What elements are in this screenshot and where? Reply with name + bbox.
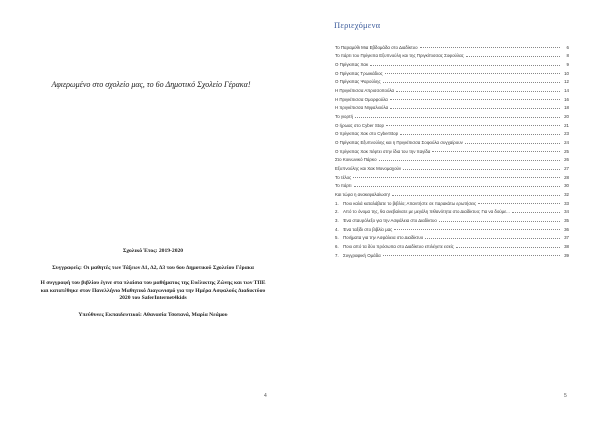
toc-entry[interactable] xyxy=(335,84,569,93)
toc-dot-leader xyxy=(379,160,560,161)
toc-entry-index: 6. xyxy=(335,244,339,250)
toc-entry[interactable] xyxy=(335,240,569,249)
toc-entry-label: Ο Πρίγκιπας Χακ xyxy=(335,62,369,68)
toc-entry-label: Το πάρτι του Πρίγκιπα Εξυπνούλη και της Πριγκίπισσας Σοφούλας xyxy=(335,53,464,59)
toc-dot-leader xyxy=(383,82,560,83)
toc-entry-page: 9 xyxy=(566,62,569,68)
toc-entry-page: 20 xyxy=(564,114,569,120)
toc-entry[interactable] xyxy=(335,102,569,111)
toc-entry-label: Η πριγκίπισσα Νηφαλιούλα xyxy=(335,105,389,111)
toc-entry-label: Ένα ταξίδι στο βιβλίο μας xyxy=(343,226,393,232)
toc-entry-page: 28 xyxy=(564,174,569,180)
toc-dot-leader xyxy=(400,134,560,135)
toc-entry[interactable] xyxy=(335,180,569,189)
toc-entry-page: 26 xyxy=(564,157,569,163)
page-number-left: 4 xyxy=(264,393,267,399)
toc-entry-label: Ο πρίγκιπας Χακ στο CyberStop xyxy=(335,131,399,137)
toc-dot-leader xyxy=(370,65,560,66)
toc-entry-label: Ο πρίγκιπας Χακ πέφτει στην ίδια του την παγίδα xyxy=(335,148,431,154)
toc-entry-label: Από το όνομα της, θα ανεβαίνατε με μεγάλη πιθανότητα στο Διαδίκτυο; Για να δούμε... xyxy=(343,209,510,215)
toc-dot-leader xyxy=(390,99,560,100)
toc-dot-leader xyxy=(432,151,560,152)
toc-entry-label: Ένα σταυρόλεξο για την Ασφάλεια στο Διαδίκτυο xyxy=(343,218,437,224)
toc-entry[interactable] xyxy=(335,197,569,206)
toc-entry-label: Ποιήματα για την Ασφάλεια στο Διαδίκτυο xyxy=(343,235,424,241)
toc-entry[interactable] xyxy=(335,145,569,154)
toc-entry[interactable] xyxy=(335,110,569,119)
toc-dot-leader xyxy=(403,169,560,170)
toc-dot-leader xyxy=(390,108,560,109)
toc-dot-leader xyxy=(354,186,560,187)
toc-entry[interactable] xyxy=(335,76,569,85)
toc-entry-label: Ο ήρωας στο Cyber Stop xyxy=(335,122,384,128)
toc-entry-label: Ο Πρίγκιπας Εξυπνούλης και η Πριγκίπισσα Σοφούλα συγχαίρουν xyxy=(335,140,463,146)
toc-entry[interactable] xyxy=(335,232,569,241)
toc-entry[interactable] xyxy=(335,206,569,215)
toc-entry-page: 38 xyxy=(564,244,569,250)
toc-entry-label: Το Παραμύθι Μια Εβδομάδα στο Διαδίκτυο xyxy=(335,44,418,50)
toc-entry[interactable] xyxy=(335,136,569,145)
toc-entry-label: Ποιο από τα δύο πρόσωπα στο Διαδίκτυο επιλέγετε εσείς xyxy=(343,244,454,250)
toc-entry-page: 27 xyxy=(564,166,569,172)
toc-entry-page: 25 xyxy=(564,148,569,154)
toc-entry-page: 37 xyxy=(564,235,569,241)
toc-dot-leader xyxy=(420,47,560,48)
toc-entry[interactable] xyxy=(335,223,569,232)
dedication-text: Αφιερωμένο στο σχολείο μας, το 6ο Δημοτικό Σχολείο Γέρακα! xyxy=(51,80,251,89)
toc-entry[interactable] xyxy=(335,162,569,171)
toc-dot-leader xyxy=(439,221,560,222)
toc-entry[interactable] xyxy=(335,249,569,258)
toc-entry[interactable] xyxy=(335,214,569,223)
toc-entry[interactable] xyxy=(335,171,569,180)
toc-entry-page: 24 xyxy=(564,140,569,146)
toc-entry-page: 6 xyxy=(566,44,569,50)
toc-entry-index: 7. xyxy=(335,252,339,258)
toc-entry-page: 21 xyxy=(564,122,569,128)
toc-entry-page: 35 xyxy=(564,218,569,224)
toc-dot-leader xyxy=(478,203,560,204)
toc-entry-label: Το γιορτή xyxy=(335,114,354,120)
toc-dot-leader xyxy=(512,212,560,213)
toc-entry-page: 12 xyxy=(564,79,569,85)
toc-entry-page: 32 xyxy=(564,192,569,198)
right-page xyxy=(300,0,600,424)
toc-entry-page: 23 xyxy=(564,131,569,137)
toc-entry-page: 36 xyxy=(564,226,569,232)
toc-dot-leader xyxy=(466,56,560,57)
credits-block xyxy=(40,248,266,320)
toc-entry-label: Ο Πρίγκιπας Ψαρούλης xyxy=(335,79,381,85)
toc-entry-label: Το τέλος xyxy=(335,174,352,180)
toc-dot-leader xyxy=(353,177,560,178)
toc-entry-page: 10 xyxy=(564,70,569,76)
toc-dot-leader xyxy=(386,125,560,126)
toc-entry[interactable] xyxy=(335,67,569,76)
school-year: Σχολικό Έτος: 2019-2020 xyxy=(122,248,184,254)
toc-entry-page: 16 xyxy=(564,96,569,102)
toc-dot-leader xyxy=(394,229,560,230)
toc-entry-page: 33 xyxy=(564,200,569,206)
toc-entry-label: Ποιο καλά καταλάβατε το βιβλίο; Απαντήστε σε παρακάτω ερωτήσεις xyxy=(343,200,477,206)
toc-entry[interactable] xyxy=(335,119,569,128)
toc-dot-leader xyxy=(456,247,560,248)
toc-entry-label: Η Πριγκίπισσα Ομορφούλα xyxy=(335,96,388,102)
toc-dot-leader xyxy=(465,143,560,144)
toc-entry[interactable] xyxy=(335,154,569,163)
toc-entry[interactable] xyxy=(335,58,569,67)
authors-text: Συγγραφείς: Οι μαθητές των Τάξεων Δ1, Δ2, Δ3 του 6ου Δημοτικού Σχολείου Γέρακα xyxy=(52,264,254,271)
toc-entry[interactable] xyxy=(335,188,569,197)
toc-dot-leader xyxy=(355,117,560,118)
toc-dot-leader xyxy=(425,238,560,239)
toc-entry-label: Ο Πρίγκιπας Τρωικάδιος xyxy=(335,70,383,76)
toc-entry[interactable] xyxy=(335,128,569,137)
toc-entry-label: Και τώρα η ανακεφαλαίωση! xyxy=(335,192,390,198)
toc-entry[interactable] xyxy=(335,41,569,50)
toc-entry-index: 5. xyxy=(335,235,339,241)
toc-entry-label: Το πάρτι xyxy=(335,183,352,189)
toc-entry-page: 39 xyxy=(564,252,569,258)
toc-dot-leader xyxy=(396,91,560,92)
about-text: Η συγγραφή του βιβλίου έγινε στα πλαίσια του μαθήματος της Ευέλικτης Ζώνης και των ΤΠΕ και κατατέθηκε στον Πανελλήνιο Μαθητικό Διαγωνισμό για την Ημέρα Ασφαλούς Διαδικτύου 2020 του SaferInternet4kids xyxy=(40,280,266,302)
toc-entry-page: 18 xyxy=(564,105,569,111)
toc-entry-page: 8 xyxy=(566,53,569,59)
teachers-text: Υπεύθυνες Εκπαιδευτικοί: Αθανασία Τσοπανά, Μαρία Νεάμου xyxy=(78,311,228,318)
toc-entry-page: 14 xyxy=(564,88,569,94)
toc-entry-label: Εξυπνούλης και Χακ Μονομαχούν xyxy=(335,166,402,172)
toc-dot-leader xyxy=(383,255,560,256)
toc-entry-index: 2. xyxy=(335,209,339,215)
toc-entry-index: 1. xyxy=(335,200,339,206)
page-number-right: 5 xyxy=(564,393,567,399)
toc-entry-label: Η Πριγκίπισσα Απρισσοπούλα xyxy=(335,88,395,94)
toc-entry-index: 3. xyxy=(335,218,339,224)
toc-entry[interactable] xyxy=(335,93,569,102)
toc-entry-index: 4. xyxy=(335,226,339,232)
toc-dot-leader xyxy=(392,195,560,196)
toc-dot-leader xyxy=(385,73,560,74)
toc-title: Περιεχόμενα xyxy=(334,20,381,30)
toc-entry-page: 30 xyxy=(564,183,569,189)
toc-entry-label: Στο Κοινωνικό Πάρκο xyxy=(335,157,377,163)
table-of-contents xyxy=(335,41,569,258)
toc-entry-page: 34 xyxy=(564,209,569,215)
toc-entry-label: Συγγραφική Ομάδα xyxy=(343,252,381,258)
toc-entry[interactable] xyxy=(335,50,569,59)
